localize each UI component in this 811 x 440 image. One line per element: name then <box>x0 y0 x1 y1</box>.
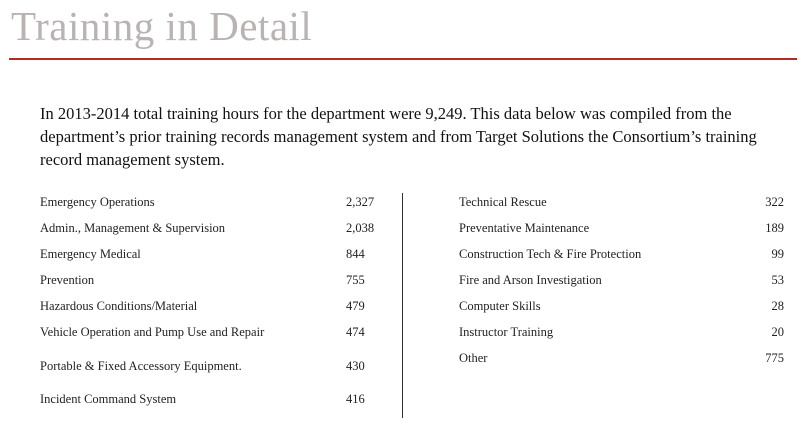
training-row <box>40 323 380 341</box>
category-label: Emergency Medical <box>40 247 141 261</box>
training-row <box>40 245 380 263</box>
hours-value: 844 <box>346 247 365 261</box>
hours-value: 2,327 <box>346 195 375 209</box>
category-label: Construction Tech & Fire Protection <box>459 247 642 261</box>
category-label: Incident Command System <box>40 392 177 406</box>
category-label: Hazardous Conditions/Material <box>40 299 198 313</box>
hours-value: 479 <box>346 299 365 313</box>
training-row <box>459 297 789 315</box>
hours-value: 775 <box>765 351 784 365</box>
category-label: Portable & Fixed Accessory Equipment. <box>40 359 242 373</box>
training-row <box>40 219 380 237</box>
training-row <box>459 271 789 289</box>
hours-value: 2,038 <box>346 221 375 235</box>
training-row <box>459 349 789 367</box>
training-row <box>40 297 380 315</box>
training-row <box>459 219 789 237</box>
hours-value: 99 <box>771 247 784 261</box>
training-row <box>459 193 789 211</box>
hours-value: 416 <box>346 392 365 406</box>
category-label: Instructor Training <box>459 325 554 339</box>
category-label: Vehicle Operation and Pump Use and Repair <box>40 325 265 339</box>
hours-value: 53 <box>771 273 784 287</box>
training-row <box>40 271 380 289</box>
hours-value: 755 <box>346 273 365 287</box>
training-row <box>40 193 380 211</box>
training-row <box>40 357 380 375</box>
hours-value: 189 <box>765 221 784 235</box>
hours-value: 28 <box>771 299 784 313</box>
intro-paragraph: In 2013-2014 total training hours for the department were 9,249. This data below was compiled from the department’s prior training records management system and from Target Solutions the Consortium’s training record management system. <box>40 103 757 169</box>
training-row <box>459 323 789 341</box>
hours-value: 430 <box>346 359 365 373</box>
category-label: Other <box>459 351 488 365</box>
category-label: Technical Rescue <box>459 195 547 209</box>
hours-value: 20 <box>771 325 784 339</box>
training-row <box>40 390 380 408</box>
column-divider <box>402 193 403 418</box>
training-row <box>459 245 789 263</box>
hours-value: 474 <box>346 325 365 339</box>
category-label: Prevention <box>40 273 95 287</box>
page-title: Training in Detail <box>11 3 313 49</box>
category-label: Fire and Arson Investigation <box>459 273 602 287</box>
category-label: Admin., Management & Supervision <box>40 221 226 235</box>
category-label: Computer Skills <box>459 299 541 313</box>
category-label: Emergency Operations <box>40 195 155 209</box>
category-label: Preventative Maintenance <box>459 221 590 235</box>
hours-value: 322 <box>765 195 784 209</box>
title-underline <box>9 58 797 60</box>
